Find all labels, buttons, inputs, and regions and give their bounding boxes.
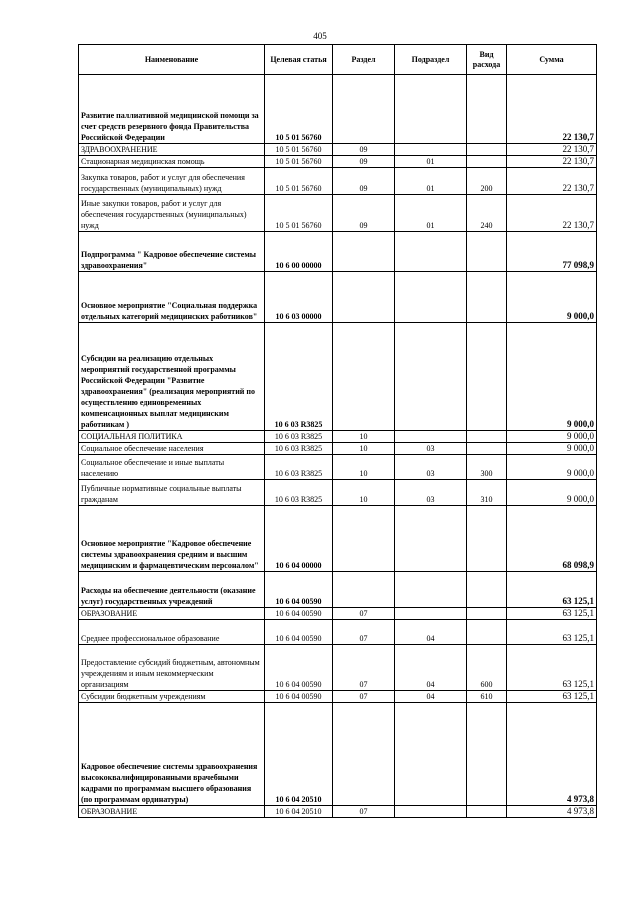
- cell-name: Иные закупки товаров, работ и услуг для обеспечения государственных (муниципальных) нужд: [79, 195, 265, 232]
- cell-target: 10 6 04 00590: [265, 608, 333, 620]
- cell-subsection: [395, 75, 467, 144]
- cell-target: 10 5 01 56760: [265, 195, 333, 232]
- cell-type: [467, 506, 507, 572]
- table-row: [79, 323, 597, 431]
- cell-section: 09: [333, 195, 395, 232]
- cell-subsection: 01: [395, 195, 467, 232]
- cell-type: [467, 144, 507, 156]
- table-row: [79, 703, 597, 806]
- table-row: [79, 608, 597, 620]
- cell-target: 10 5 01 56760: [265, 156, 333, 168]
- cell-target: 10 6 03 R3825: [265, 443, 333, 455]
- cell-target: 10 6 04 00590: [265, 620, 333, 645]
- cell-section: [333, 75, 395, 144]
- cell-target: 10 5 01 56760: [265, 75, 333, 144]
- cell-target: 10 6 03 00000: [265, 272, 333, 323]
- table-row: [79, 480, 597, 506]
- cell-subsection: 01: [395, 156, 467, 168]
- cell-subsection: [395, 506, 467, 572]
- cell-type: 300: [467, 455, 507, 480]
- cell-sum: 63 125,1: [507, 691, 597, 703]
- table-row: [79, 620, 597, 645]
- cell-type: [467, 323, 507, 431]
- cell-subsection: [395, 232, 467, 272]
- table-row: [79, 195, 597, 232]
- cell-name: Социальное обеспечение и иные выплаты населению: [79, 455, 265, 480]
- cell-target: 10 6 03 R3825: [265, 431, 333, 443]
- cell-sum: 22 130,7: [507, 195, 597, 232]
- cell-target: 10 6 04 00000: [265, 506, 333, 572]
- cell-sum: 4 973,8: [507, 703, 597, 806]
- cell-target: 10 6 03 R3825: [265, 455, 333, 480]
- cell-section: [333, 232, 395, 272]
- cell-name: Подпрограмма " Кадровое обеспечение системы здравоохранения": [79, 232, 265, 272]
- cell-type: 200: [467, 168, 507, 195]
- table-row: [79, 572, 597, 608]
- table-row: [79, 806, 597, 818]
- cell-sum: 9 000,0: [507, 480, 597, 506]
- cell-section: 07: [333, 806, 395, 818]
- cell-type: [467, 431, 507, 443]
- cell-section: [333, 323, 395, 431]
- cell-subsection: 04: [395, 691, 467, 703]
- cell-section: [333, 506, 395, 572]
- cell-subsection: 04: [395, 620, 467, 645]
- cell-target: 10 6 04 00590: [265, 645, 333, 691]
- cell-name: Публичные нормативные социальные выплаты гражданам: [79, 480, 265, 506]
- cell-target: 10 6 03 R3825: [265, 323, 333, 431]
- cell-subsection: 03: [395, 443, 467, 455]
- cell-section: 09: [333, 144, 395, 156]
- cell-section: 10: [333, 480, 395, 506]
- cell-sum: 63 125,1: [507, 572, 597, 608]
- cell-section: 09: [333, 156, 395, 168]
- cell-type: 600: [467, 645, 507, 691]
- cell-type: 610: [467, 691, 507, 703]
- cell-section: 09: [333, 168, 395, 195]
- cell-sum: 63 125,1: [507, 620, 597, 645]
- cell-type: [467, 232, 507, 272]
- header-type: Вид расхода: [467, 45, 507, 75]
- header-subsection: Подраздел: [395, 45, 467, 75]
- cell-section: [333, 272, 395, 323]
- cell-target: 10 6 00 00000: [265, 232, 333, 272]
- cell-section: [333, 703, 395, 806]
- cell-target: 10 5 01 56760: [265, 144, 333, 156]
- table-row: [79, 272, 597, 323]
- cell-target: 10 6 04 00590: [265, 691, 333, 703]
- table-body: [79, 75, 597, 818]
- cell-subsection: 03: [395, 455, 467, 480]
- cell-subsection: [395, 806, 467, 818]
- header-section: Раздел: [333, 45, 395, 75]
- cell-type: [467, 806, 507, 818]
- cell-name: ОБРАЗОВАНИЕ: [79, 806, 265, 818]
- cell-sum: 22 130,7: [507, 156, 597, 168]
- cell-target: 10 6 04 00590: [265, 572, 333, 608]
- cell-subsection: [395, 144, 467, 156]
- cell-sum: 22 130,7: [507, 144, 597, 156]
- cell-name: Основное мероприятие "Кадровое обеспечение системы здравоохранения средним и высшим медицинским и фармацевтическим персоналом": [79, 506, 265, 572]
- cell-type: [467, 272, 507, 323]
- cell-type: 240: [467, 195, 507, 232]
- cell-type: [467, 620, 507, 645]
- cell-target: 10 6 03 R3825: [265, 480, 333, 506]
- cell-name: Социальное обеспечение населения: [79, 443, 265, 455]
- cell-sum: 4 973,8: [507, 806, 597, 818]
- cell-type: 310: [467, 480, 507, 506]
- table-row: [79, 232, 597, 272]
- cell-sum: 22 130,7: [507, 168, 597, 195]
- header-target: Целевая статья: [265, 45, 333, 75]
- cell-sum: 9 000,0: [507, 272, 597, 323]
- cell-name: Основное мероприятие "Социальная поддержка отдельных категорий медицинских работников": [79, 272, 265, 323]
- cell-section: [333, 572, 395, 608]
- cell-name: ЗДРАВООХРАНЕНИЕ: [79, 144, 265, 156]
- cell-name: Кадровое обеспечение системы здравоохранения высококвалифицированными врачебными кадрами по программам высшего образования (по программам ординатуры): [79, 703, 265, 806]
- cell-section: 07: [333, 691, 395, 703]
- cell-subsection: 01: [395, 168, 467, 195]
- cell-name: СОЦИАЛЬНАЯ ПОЛИТИКА: [79, 431, 265, 443]
- cell-name: ОБРАЗОВАНИЕ: [79, 608, 265, 620]
- table-row: [79, 144, 597, 156]
- cell-subsection: [395, 323, 467, 431]
- budget-table: [78, 44, 597, 818]
- header-name: Наименование: [79, 45, 265, 75]
- cell-type: [467, 443, 507, 455]
- table-row: [79, 156, 597, 168]
- cell-section: 07: [333, 620, 395, 645]
- page-number: 405: [313, 31, 327, 41]
- table-row: [79, 645, 597, 691]
- cell-type: [467, 156, 507, 168]
- cell-section: 07: [333, 608, 395, 620]
- table-row: [79, 168, 597, 195]
- cell-subsection: 04: [395, 645, 467, 691]
- cell-name: Развитие паллиативной медицинской помощи за счет средств резервного фонда Правительства Российской Федерации: [79, 75, 265, 144]
- table-row: [79, 443, 597, 455]
- cell-name: Среднее профессиональное образование: [79, 620, 265, 645]
- cell-sum: 77 098,9: [507, 232, 597, 272]
- table-row: [79, 691, 597, 703]
- cell-sum: 9 000,0: [507, 323, 597, 431]
- cell-sum: 22 130,7: [507, 75, 597, 144]
- cell-subsection: 03: [395, 480, 467, 506]
- header-row: [79, 45, 597, 75]
- header-sum: Сумма: [507, 45, 597, 75]
- cell-subsection: [395, 608, 467, 620]
- cell-sum: 68 098,9: [507, 506, 597, 572]
- cell-subsection: [395, 272, 467, 323]
- cell-name: Субсидии на реализацию отдельных мероприятий государственной программы Российской Федерации "Развитие здравоохранения" (реализация мероприятий по осуществлению единовременных компенсационных выплат медицинским работникам ): [79, 323, 265, 431]
- table-row: [79, 506, 597, 572]
- cell-section: 07: [333, 645, 395, 691]
- cell-name: Закупка товаров, работ и услуг для обеспечения государственных (муниципальных) нужд: [79, 168, 265, 195]
- cell-type: [467, 703, 507, 806]
- cell-sum: 9 000,0: [507, 443, 597, 455]
- cell-sum: 63 125,1: [507, 608, 597, 620]
- cell-name: Стационарная медицинская помощь: [79, 156, 265, 168]
- cell-target: 10 6 04 20510: [265, 806, 333, 818]
- table-row: [79, 455, 597, 480]
- cell-section: 10: [333, 431, 395, 443]
- cell-name: Расходы на обеспечение деятельности (оказание услуг) государственных учреждений: [79, 572, 265, 608]
- cell-sum: 9 000,0: [507, 431, 597, 443]
- cell-subsection: [395, 572, 467, 608]
- cell-target: 10 6 04 20510: [265, 703, 333, 806]
- cell-sum: 63 125,1: [507, 645, 597, 691]
- cell-section: 10: [333, 443, 395, 455]
- cell-sum: 9 000,0: [507, 455, 597, 480]
- cell-type: [467, 608, 507, 620]
- cell-section: 10: [333, 455, 395, 480]
- cell-subsection: [395, 703, 467, 806]
- cell-target: 10 5 01 56760: [265, 168, 333, 195]
- cell-name: Предоставление субсидий бюджетным, автономным учреждениям и иным некоммерческим организациям: [79, 645, 265, 691]
- table-row: [79, 431, 597, 443]
- table-row: [79, 75, 597, 144]
- cell-name: Субсидии бюджетным учреждениям: [79, 691, 265, 703]
- cell-type: [467, 75, 507, 144]
- cell-type: [467, 572, 507, 608]
- cell-subsection: [395, 431, 467, 443]
